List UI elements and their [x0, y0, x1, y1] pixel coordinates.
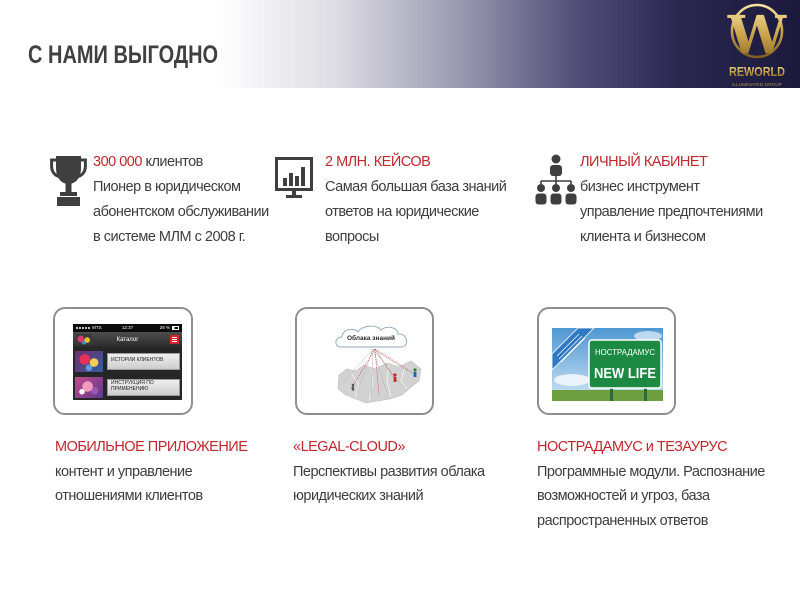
product-line: распространенных ответов	[537, 512, 708, 529]
person-figure-icon	[413, 368, 416, 377]
product-line: контент и управление	[55, 463, 193, 480]
feature-account-heading: ЛИЧНЫЙ КАБИНЕТ	[580, 154, 708, 170]
sign-main-text: NEW LIFE	[594, 365, 656, 382]
phone-nav-bar	[73, 332, 182, 347]
feature-line: управление предпочтениями	[580, 204, 763, 220]
phone-app-screenshot	[73, 324, 182, 400]
feature-cases	[325, 150, 506, 250]
legal-cloud-heading: «LEGAL-CLOUD»	[293, 439, 405, 455]
nostradamus-description	[537, 435, 765, 533]
list-item	[73, 375, 182, 399]
feature-clients	[93, 150, 269, 250]
feature-line: клиента и бизнесом	[580, 229, 706, 245]
product-line: Программные модули. Распознание	[537, 463, 765, 480]
feature-cases-heading: 2 МЛН. КЕЙСОВ	[325, 154, 431, 170]
product-line: возможностей и угроз, база	[537, 488, 710, 504]
nostradamus-heading: НОСТРАДАМУС и ТЕЗАУРУС	[537, 439, 728, 455]
person-figure-icon	[393, 373, 396, 382]
mobile-app-heading: МОБИЛЬНОЕ ПРИЛОЖЕНИЕ	[55, 439, 248, 455]
mobile-app-card	[53, 307, 193, 415]
road-sign-illustration	[552, 328, 663, 401]
feature-account	[580, 150, 763, 250]
feature-line: ответов на юридические	[325, 204, 479, 220]
feature-line: Пионер в юридическом	[93, 179, 241, 195]
person-figure-icon	[352, 384, 355, 391]
carrier-label: MTS	[92, 325, 102, 330]
legal-cloud-card	[295, 307, 434, 415]
trophy-icon	[50, 155, 87, 207]
battery-label: 28 %	[159, 325, 170, 330]
feature-clients-heading	[93, 150, 269, 175]
reworld-logo	[716, 0, 798, 92]
legal-cloud-description	[293, 435, 485, 509]
clients-count: 300 000	[93, 154, 142, 170]
feature-line: бизнес инструмент	[580, 179, 700, 195]
menu-icon	[170, 335, 179, 344]
clock-label: 12:37	[121, 325, 134, 330]
product-line: отношениями клиентов	[55, 488, 203, 504]
hierarchy-people-icon	[535, 154, 577, 206]
product-line: юридических знаний	[293, 488, 424, 504]
cloud-label: Облака знаний	[346, 335, 396, 342]
catalog-title: Каталог	[116, 336, 139, 343]
product-line: Перспективы развития облака	[293, 463, 485, 480]
feature-line: абонентском обслуживании	[93, 204, 269, 220]
signal-strength-icon	[76, 327, 90, 329]
knowledge-cloud-map-illustration	[331, 323, 423, 409]
app-logo-icon	[76, 334, 92, 345]
page-title: С НАМИ ВЫГОДНО	[28, 41, 219, 69]
nostradamus-card	[537, 307, 676, 415]
feature-line: Самая большая база знаний	[325, 179, 507, 195]
logo-subtext: ILLUMINATED GROUP	[732, 82, 782, 87]
instructions-button: ИНСТРУКЦИЯ ПО ПРИМЕНЕНИЮ	[107, 379, 180, 396]
phone-status-bar	[73, 324, 182, 332]
feature-line: в системе МЛМ с 2008 г.	[93, 229, 246, 245]
logo-wordmark: REWORLD	[729, 64, 785, 79]
battery-icon	[172, 326, 179, 330]
feature-line: вопросы	[325, 229, 379, 245]
clients-label: клиентов	[145, 154, 203, 170]
instructions-thumbnail	[75, 377, 103, 398]
bar-chart-icon	[275, 157, 313, 199]
client-stories-thumbnail	[75, 351, 103, 372]
logo-letter: W	[727, 5, 787, 66]
sign-top-text: НОСТРАДАМУС	[595, 348, 656, 357]
mobile-app-description	[55, 435, 247, 509]
client-stories-button: ИСТОРИИ КЛИЕНТОВ	[107, 353, 180, 370]
list-item	[73, 349, 182, 373]
